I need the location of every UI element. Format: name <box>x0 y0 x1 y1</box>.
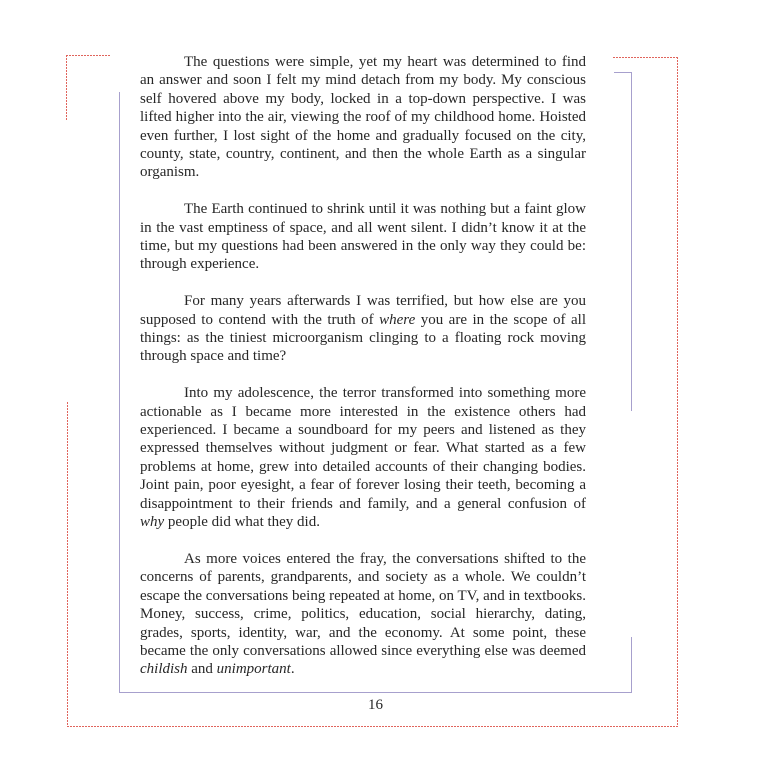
crop-mark-top-right-horizontal <box>613 57 678 58</box>
crop-mark-top-left-vertical <box>66 55 67 121</box>
paragraph <box>140 200 586 274</box>
paragraph <box>140 550 586 679</box>
text-segment: you are in the scope of all things: as the tiniest microorganism clinging to a floating rock moving through space and time? <box>140 311 586 365</box>
text-frame-border-bottom <box>119 692 632 693</box>
crop-mark-left-vertical <box>67 402 68 727</box>
paragraph <box>140 292 586 366</box>
text-segment: The questions were simple, yet my heart was determined to find an answer and soon I felt my mind detach from my body. My conscious self hovered above my body, locked in a top-down perspective. I was lifted higher into the air, viewing the roof of my childhood home. Hoisted even further, I lost sight of the home and gradually focused on the city, county, state, country, continent, and then the whole Earth as a singular organism. <box>140 54 586 181</box>
text-segment: For many years afterwards I was terrified, but how else are you supposed to contend with the truth of <box>140 293 586 328</box>
text-frame-border-left <box>119 92 120 693</box>
text-segment-italic: where <box>379 311 416 328</box>
text-frame-border-right-upper <box>631 72 632 411</box>
text-segment: The Earth continued to shrink until it was nothing but a faint glow in the vast emptiness of space, and all went silent. I didn’t know it at the time, but my questions had been answered in the only way they could be: through experience. <box>140 201 586 273</box>
paragraph <box>140 53 586 182</box>
text-segment: and <box>187 661 217 678</box>
text-segment: people did what they did. <box>164 514 320 531</box>
text-segment: As more voices entered the fray, the conversations shifted to the concerns of parents, grandparents, and society as a whole. We couldn’t escape the conversations being repeated at home, on TV, and in textbooks. Money, success, crime, politics, education, social hierarchy, dating, grades, sports, identity, war, and the economy. At some point, these became the only conversations allowed since everything else was deemed <box>140 550 586 659</box>
text-frame-border-top-right <box>614 72 632 73</box>
text-segment-italic: why <box>140 514 165 531</box>
paragraph <box>140 384 586 531</box>
text-segment-italic: childish <box>140 661 188 678</box>
text-segment-italic: unimportant <box>216 661 291 678</box>
crop-mark-top-left-horizontal <box>66 55 111 56</box>
page-text <box>140 53 586 679</box>
text-segment: . <box>290 661 295 678</box>
crop-mark-right-vertical <box>677 57 678 727</box>
text-segment: Into my adolescence, the terror transformed into something more actionable as I became more interested in the existence others had experienced. I became a soundboard for my peers and listened as they expressed themselves without judgment or fear. What started as a few problems at home, grew into detailed accounts of their changing bodies. Joint pain, poor eyesight, a fear of forever losing their teeth, becoming a disappointment to their friends and family, and a general confusion of <box>140 385 586 512</box>
page-number: 16 <box>368 697 383 713</box>
crop-mark-bottom-horizontal <box>67 726 678 727</box>
text-frame-border-right-lower <box>631 637 632 693</box>
